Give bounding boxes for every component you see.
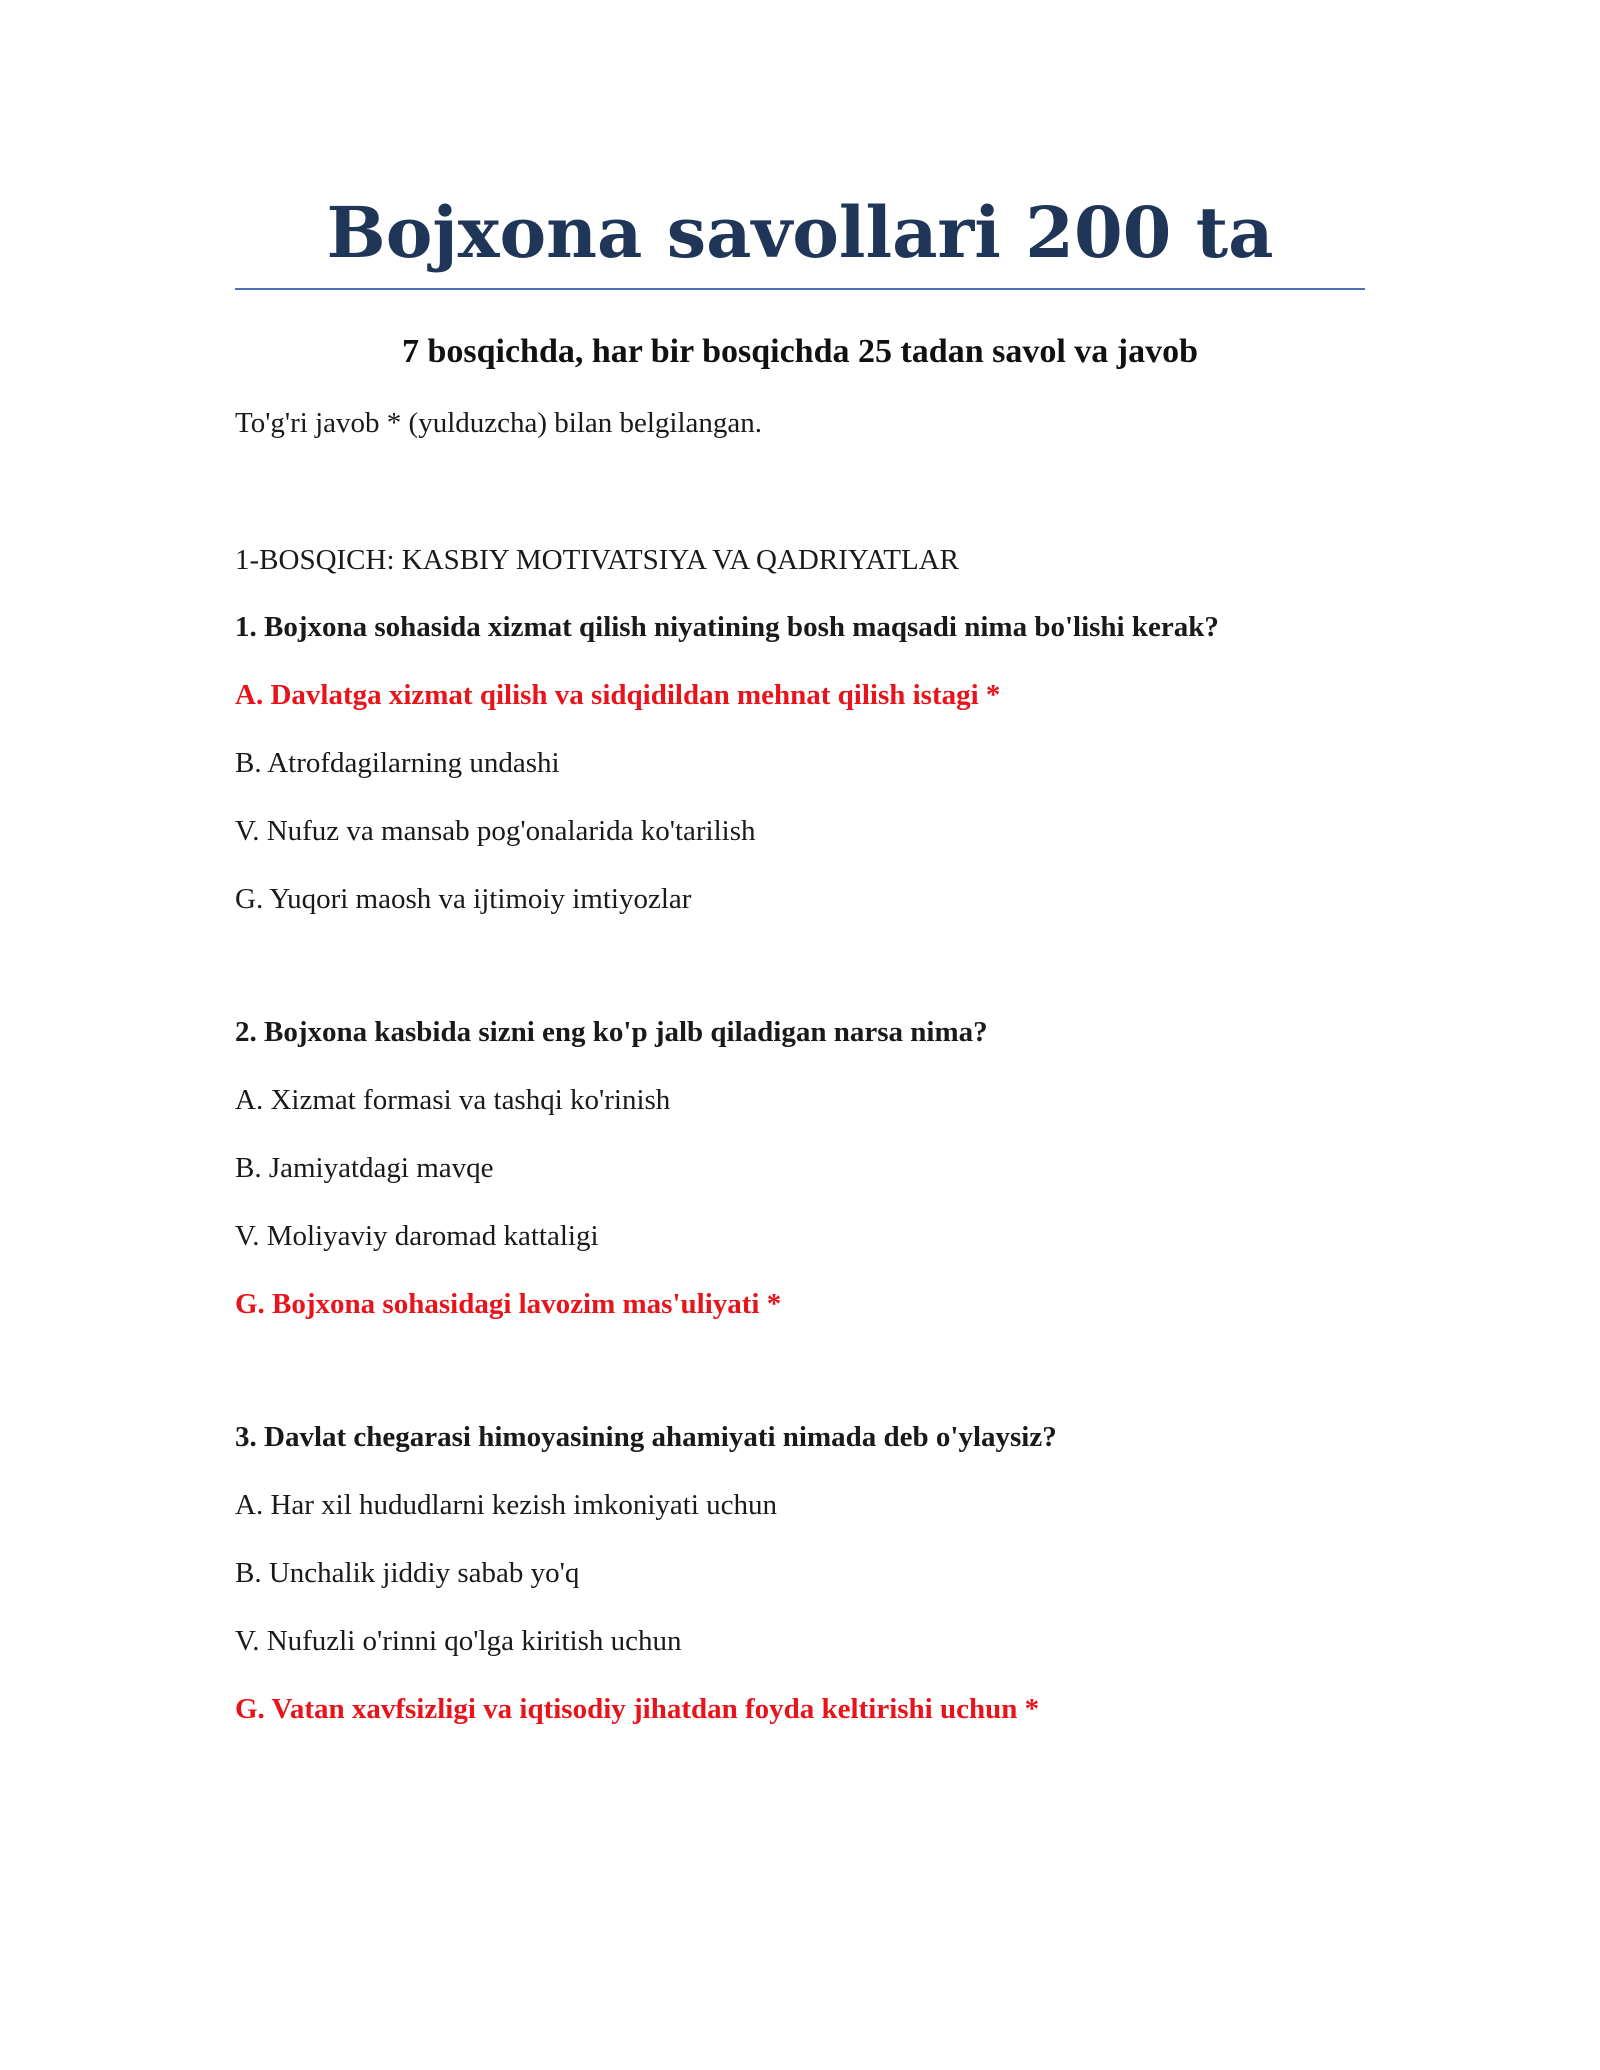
answer-option: A. Har xil hududlarni kezish imkoniyati uchun [235, 1489, 778, 1521]
question-block-2 [235, 1012, 1395, 1352]
answer-option: V. Nufuz va mansab pog'onalarida ko'tarilish [235, 815, 756, 847]
answer-key-note: To'g'ri javob * (yulduzcha) bilan belgilangan. [235, 407, 763, 439]
answer-option: G. Yuqori maosh va ijtimoiy imtiyozlar [235, 883, 692, 915]
answer-option: V. Nufuzli o'rinni qo'lga kiritish uchun [235, 1625, 682, 1657]
answer-option: B. Unchalik jiddiy sabab yo'q [235, 1557, 580, 1589]
answer-option: B. Atrofdagilarning undashi [235, 747, 560, 779]
answer-option: V. Moliyaviy daromad kattaligi [235, 1220, 599, 1252]
title-underline [235, 288, 1365, 290]
document-subtitle: 7 bosqichda, har bir bosqichda 25 tadan savol va javob [401, 333, 1199, 370]
answer-option: B. Jamiyatdagi mavqe [235, 1152, 494, 1184]
answer-option-correct: A. Davlatga xizmat qilish va sidqidildan mehnat qilish istagi * [235, 679, 1001, 711]
answer-option: A. Xizmat formasi va tashqi ko'rinish [235, 1084, 671, 1116]
answer-option-correct: G. Bojxona sohasidagi lavozim mas'uliyati * [235, 1288, 782, 1320]
stage-heading: 1-BOSQICH: KASBIY MOTIVATSIYA VA QADRIYATLAR [235, 544, 960, 576]
question-block-3 [235, 1417, 1395, 1757]
answer-option-correct: G. Vatan xavfsizligi va iqtisodiy jihatdan foyda keltirishi uchun * [235, 1693, 1040, 1725]
question-text: 1. Bojxona sohasida xizmat qilish niyatining bosh maqsadi nima bo'lishi kerak? [235, 611, 1219, 643]
question-text: 2. Bojxona kasbida sizni eng ko'p jalb qiladigan narsa nima? [235, 1016, 988, 1048]
document-title: Bojxona savollari 200 ta [326, 191, 1274, 274]
question-text: 3. Davlat chegarasi himoyasining ahamiyati nimada deb o'ylaysiz? [235, 1421, 1057, 1453]
question-block-1 [235, 607, 1395, 947]
